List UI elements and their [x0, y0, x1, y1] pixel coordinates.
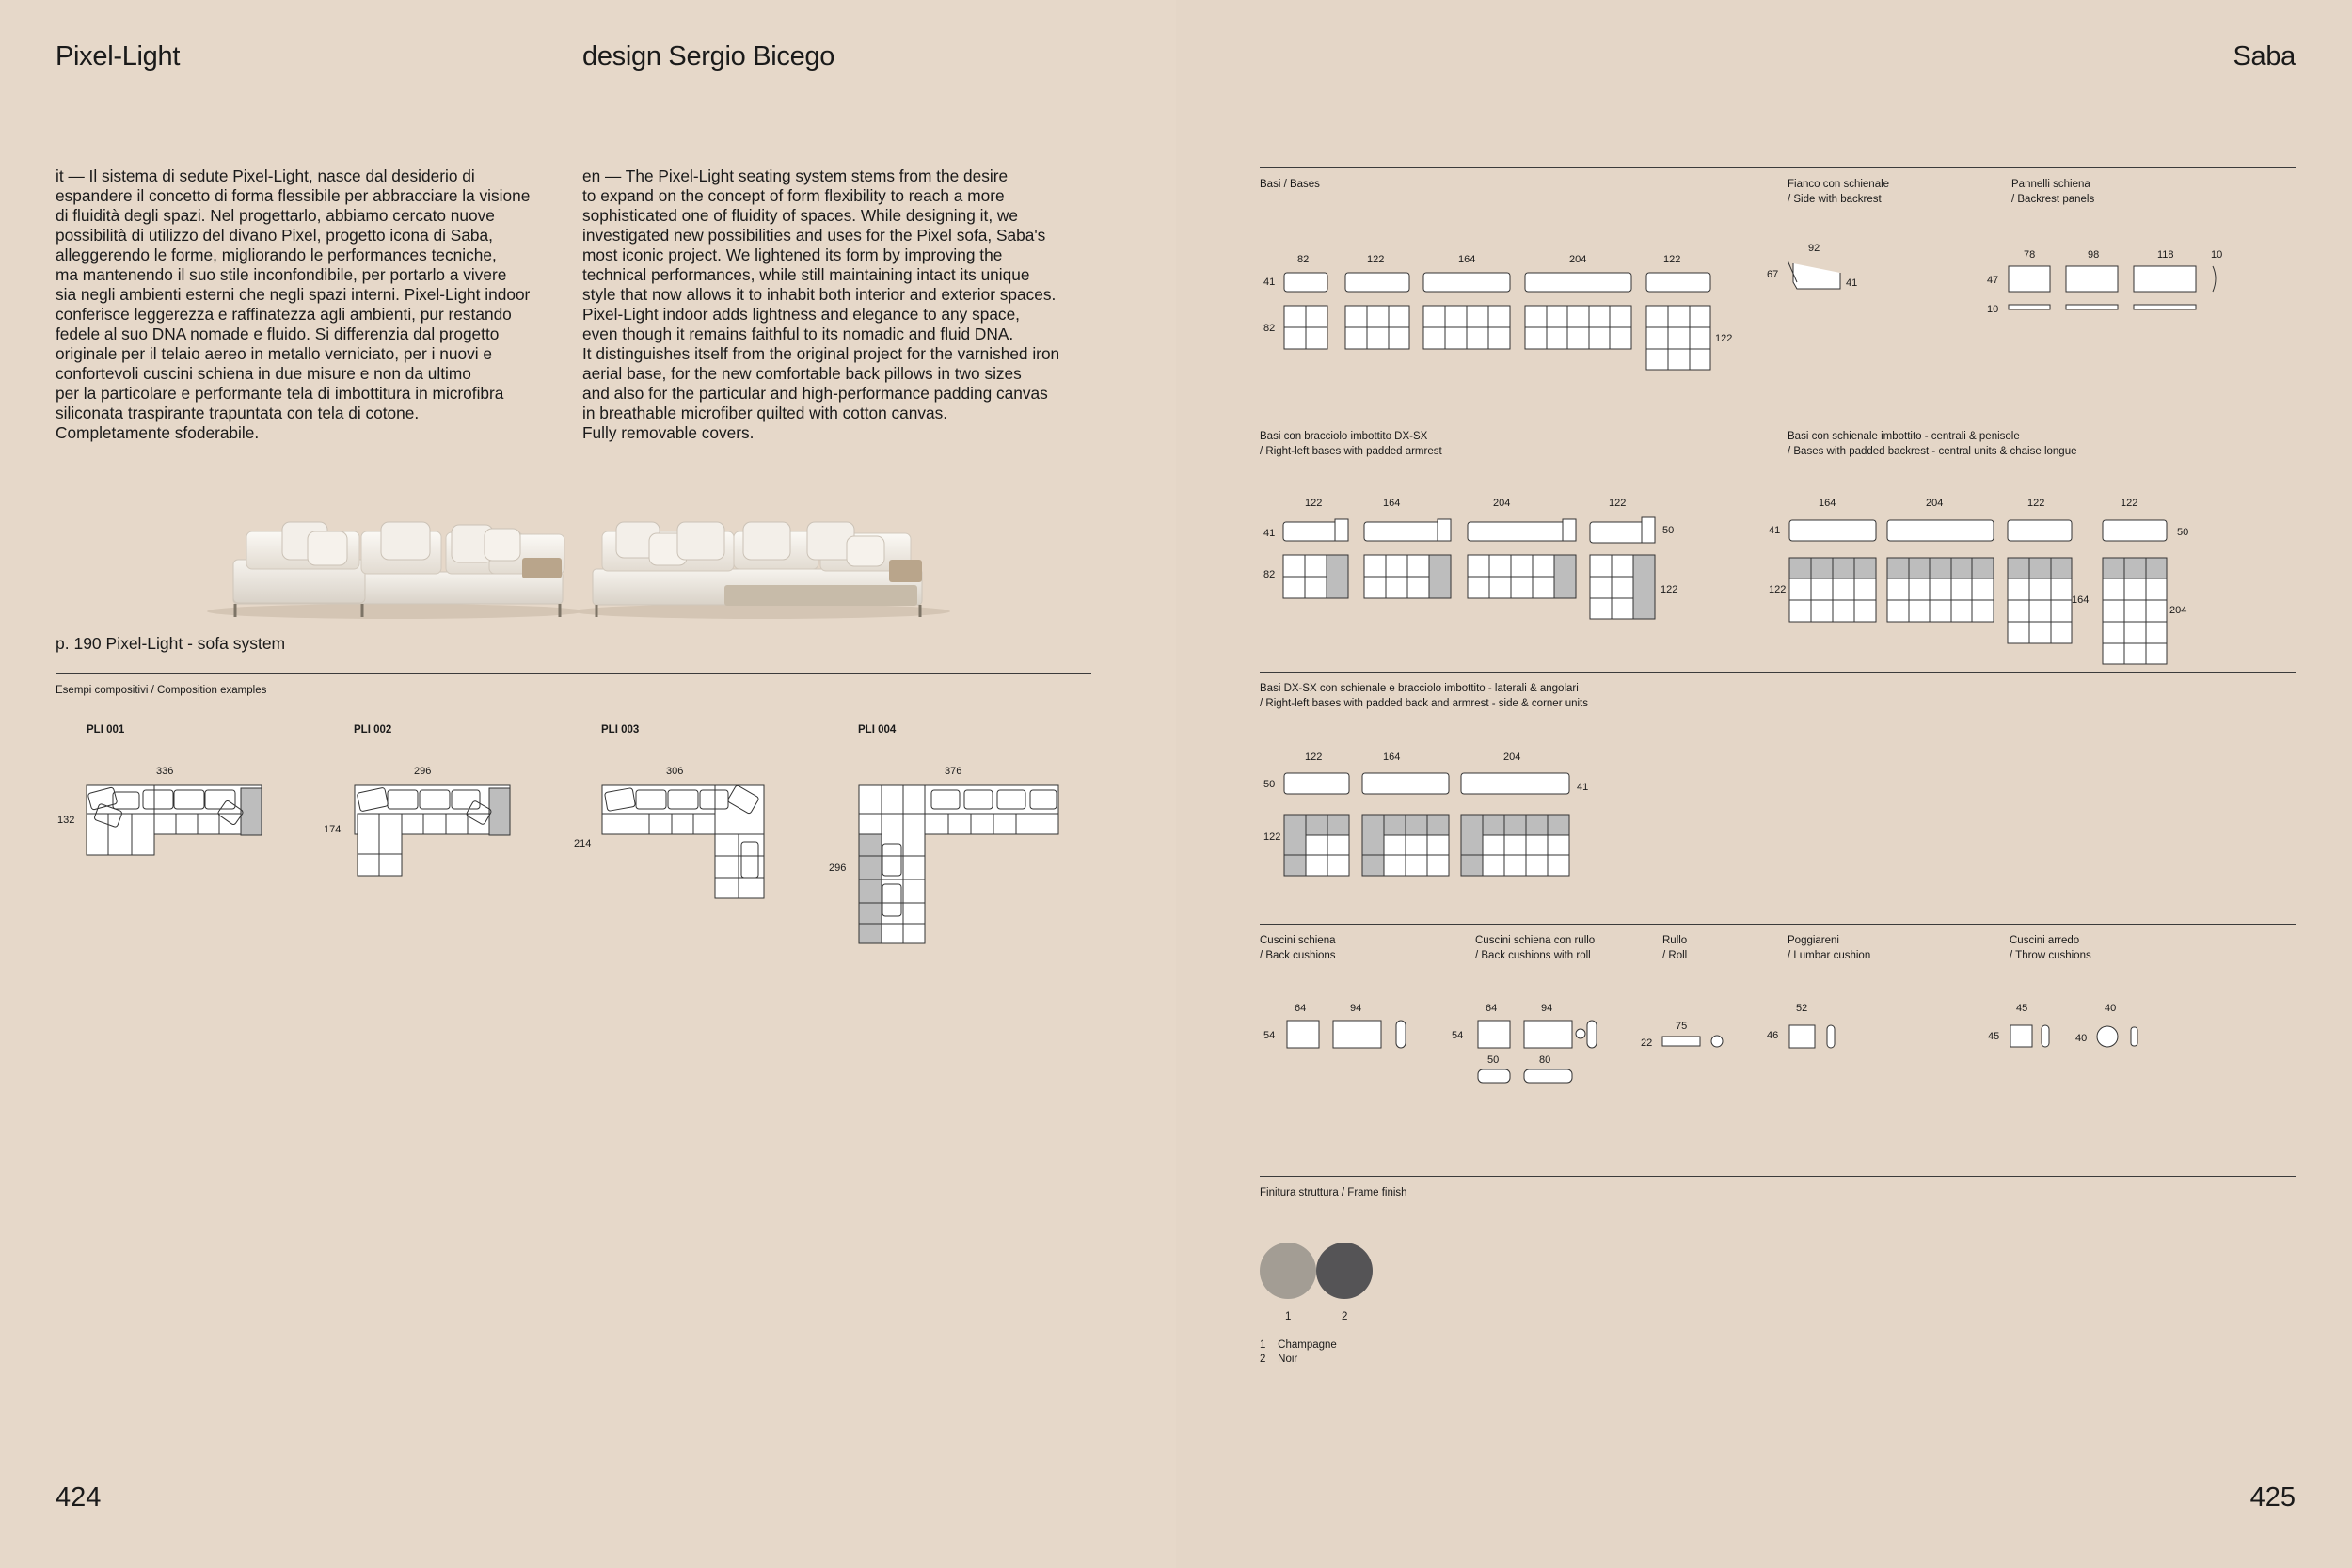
section-label-panels: Pannelli schiena / Backrest panels [2011, 179, 2095, 205]
svg-text:54: 54 [1263, 1030, 1276, 1041]
svg-text:94: 94 [1350, 1003, 1362, 1014]
backrest-drawing [1769, 498, 2188, 664]
svg-text:122: 122 [1305, 498, 1323, 509]
svg-text:82: 82 [1263, 323, 1276, 334]
bases-drawing [1263, 254, 1732, 370]
roll-drawing [1641, 1021, 1723, 1049]
svg-text:214: 214 [574, 838, 592, 849]
section-label-back-arm: Basi DX-SX con schienale e bracciolo imbottito - laterali & angolari / Right-left bases with padded back and armrest - side & corner units [1260, 683, 1589, 709]
svg-text:47: 47 [1987, 275, 1999, 286]
finish-legend-2: 2 Noir [1260, 1354, 1298, 1365]
svg-text:164: 164 [2072, 594, 2090, 606]
svg-text:50: 50 [1487, 1054, 1500, 1066]
svg-text:122: 122 [1367, 254, 1385, 265]
svg-text:204: 204 [1569, 254, 1587, 265]
photo-caption: p. 190 Pixel-Light - sofa system [56, 634, 286, 653]
svg-text:164: 164 [1383, 752, 1401, 763]
svg-text:10: 10 [1987, 304, 1999, 315]
throw-drawing [1988, 1003, 2137, 1047]
svg-text:82: 82 [1263, 569, 1276, 580]
svg-text:52: 52 [1796, 1003, 1808, 1014]
svg-text:64: 64 [1295, 1003, 1307, 1014]
composition-code: PLI 001 [87, 724, 125, 736]
svg-text:164: 164 [1819, 498, 1836, 509]
section-label-throw: Cuscini arredo / Throw cushions [2010, 935, 2091, 961]
divider [1260, 1176, 2296, 1177]
pli-002-drawing [324, 766, 510, 876]
svg-text:122: 122 [1661, 584, 1678, 595]
svg-text:41: 41 [1846, 277, 1858, 289]
pli-001-drawing [57, 766, 262, 855]
svg-text:10: 10 [2211, 249, 2223, 261]
svg-text:40: 40 [2105, 1003, 2117, 1014]
svg-text:41: 41 [1577, 782, 1589, 793]
svg-text:122: 122 [1305, 752, 1323, 763]
svg-text:40: 40 [2075, 1033, 2088, 1044]
section-label-back-cushions: Cuscini schiena / Back cushions [1260, 935, 1336, 961]
svg-text:336: 336 [156, 766, 174, 777]
svg-text:41: 41 [1769, 525, 1781, 536]
svg-text:46: 46 [1767, 1030, 1779, 1041]
svg-text:122: 122 [1769, 584, 1787, 595]
svg-text:41: 41 [1263, 528, 1276, 539]
swatch-champagne [1260, 1243, 1316, 1299]
svg-text:122: 122 [1663, 254, 1681, 265]
svg-text:204: 204 [1926, 498, 1944, 509]
section-label-side: Fianco con schienale / Side with backrest [1788, 179, 1890, 205]
svg-text:50: 50 [1662, 525, 1675, 536]
svg-text:22: 22 [1641, 1037, 1653, 1049]
svg-text:376: 376 [945, 766, 962, 777]
page-number-right: 425 [2249, 1482, 2296, 1513]
svg-text:204: 204 [1493, 498, 1511, 509]
technical-drawings [1176, 0, 2352, 1176]
svg-text:296: 296 [414, 766, 432, 777]
svg-text:45: 45 [2016, 1003, 2028, 1014]
svg-text:122: 122 [1609, 498, 1627, 509]
section-label-armrest: Basi con bracciolo imbottito DX-SX / Right-left bases with padded armrest [1260, 431, 1442, 457]
right-page [1176, 0, 2352, 1568]
description-english: en — The Pixel-Light seating system stems from the desire to expand on the concept of form flexibility to reach a more sophisticated one of fluidity of spaces. While designing it, we investigated new possibilities and uses for the Pixel sofa, Saba's most iconic project. We lightened its form by improving the technical performances, while still maintaining intact its unique style that now allows it to inhabit both interior and exterior spaces. Pixel-Light indoor adds lightness and elegance to any space, even though it remains faithful to its nomadic and fluid DNA. It distinguishes itself from the original project for the varnished iron aerial base, for the new comfortable back pillows in two sizes and also for the particular and high-performance padding canvas in breathable microfiber quilted with cotton canvas. Fully removable covers. [582, 166, 1060, 442]
svg-text:78: 78 [2024, 249, 2036, 261]
swatch-number-2: 2 [1342, 1311, 1348, 1323]
svg-text:122: 122 [2027, 498, 2045, 509]
section-label-lumbar: Poggiareni / Lumbar cushion [1788, 935, 1871, 961]
brand-name: Saba [2233, 41, 2296, 71]
section-label-finish: Finitura struttura / Frame finish [1260, 1187, 1407, 1198]
svg-text:50: 50 [1263, 779, 1276, 790]
svg-text:118: 118 [2157, 249, 2174, 261]
lumbar-drawing [1767, 1003, 1835, 1048]
section-label-bases: Basi / Bases [1260, 179, 1320, 190]
svg-text:67: 67 [1767, 269, 1779, 280]
svg-text:174: 174 [324, 824, 342, 835]
composition-code: PLI 003 [601, 724, 640, 736]
product-title: Pixel-Light [56, 41, 181, 71]
svg-text:98: 98 [2088, 249, 2100, 261]
svg-text:92: 92 [1808, 243, 1820, 254]
swatch-number-1: 1 [1285, 1311, 1292, 1323]
description-italian: it — Il sistema di sedute Pixel-Light, nasce dal desiderio di espandere il concetto di forma flessibile per abbracciare la visione di fluidità degli spazi. Nel progettarlo, abbiamo cercato nuove possibilità di utilizzo del divano Pixel, progetto icona di Saba, alleggerendo le forme, migliorando le performances tecniche, ma mantenendo il suo stile inconfondibile, per portarlo a vivere sia negli ambienti esterni che negli spazi interni. Pixel-Light indoor conferisce leggerezza e raffinatezza agli ambienti, pur restando fedele al suo DNA nomade e fluido. Si differenzia dal progetto originale per il telaio aereo in metallo verniciato, per i nuovi e confortevoli cuscini schiena in due misure e non da ultimo per la particolare e performante tela di imbottitura in microfibra siliconata traspirante trapuntata con tela di cotone. Completamente sfoderabile. [56, 166, 531, 442]
svg-text:132: 132 [57, 815, 75, 826]
composition-drawings [0, 0, 1176, 1035]
svg-text:41: 41 [1263, 277, 1276, 288]
svg-text:54: 54 [1452, 1030, 1464, 1041]
pli-003-drawing [574, 766, 764, 898]
page-number-left: 424 [56, 1482, 102, 1513]
svg-text:122: 122 [1715, 333, 1733, 344]
back-cushions-drawing [1263, 1003, 1406, 1048]
svg-text:80: 80 [1539, 1054, 1551, 1066]
designer-credit: design Sergio Bicego [582, 41, 835, 71]
composition-code: PLI 004 [858, 724, 897, 736]
side-drawing [1767, 243, 1857, 289]
svg-text:204: 204 [1503, 752, 1521, 763]
section-label-back-cushions-roll: Cuscini schiena con rullo / Back cushions with roll [1475, 935, 1596, 961]
svg-text:296: 296 [829, 863, 847, 874]
composition-code: PLI 002 [354, 724, 392, 736]
svg-text:204: 204 [2169, 605, 2187, 616]
pli-004-drawing [829, 766, 1058, 943]
panels-drawing [1987, 249, 2222, 315]
compositions-label: Esempi compositivi / Composition examples [56, 685, 267, 696]
section-label-backrest: Basi con schienale imbottito - centrali & penisole / Bases with padded backrest - central units & chaise longue [1788, 431, 2077, 457]
svg-text:122: 122 [2121, 498, 2138, 509]
back-arm-drawing [1263, 752, 1588, 876]
svg-text:82: 82 [1297, 254, 1310, 265]
svg-text:94: 94 [1541, 1003, 1553, 1014]
finish-legend-1: 1 Champagne [1260, 1339, 1337, 1351]
svg-text:50: 50 [2177, 527, 2189, 538]
svg-text:164: 164 [1458, 254, 1476, 265]
svg-text:64: 64 [1486, 1003, 1498, 1014]
svg-text:75: 75 [1676, 1021, 1688, 1032]
section-label-roll: Rullo / Roll [1662, 935, 1688, 961]
svg-text:306: 306 [666, 766, 684, 777]
back-cushions-roll-drawing [1452, 1003, 1597, 1083]
swatch-noir [1316, 1243, 1373, 1299]
svg-text:122: 122 [1263, 832, 1281, 843]
svg-text:164: 164 [1383, 498, 1401, 509]
svg-text:45: 45 [1988, 1031, 2000, 1042]
armrest-drawing [1263, 498, 1677, 619]
